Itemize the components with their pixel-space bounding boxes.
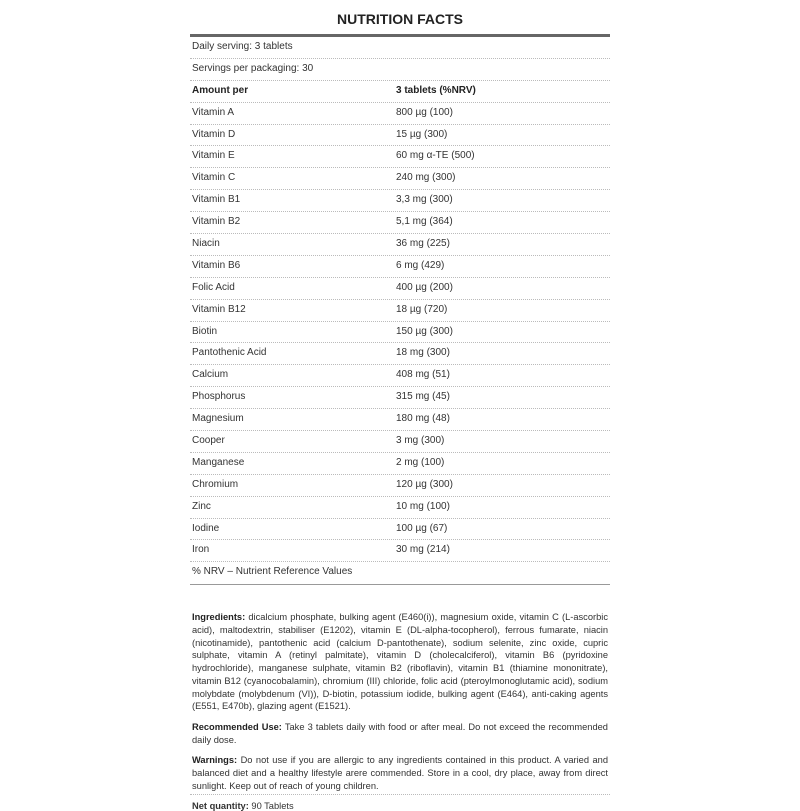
table-row [190,300,610,322]
daily-serving-row [190,37,610,59]
recommended-use-paragraph [192,721,608,746]
servings-per-packaging-text: Servings per packaging: 30 [192,62,314,74]
nutrient-name: Manganese [192,456,245,468]
header-serving-nrv: 3 tablets (%NRV) [396,84,476,96]
nutrient-amount: 408 mg (51) [396,369,450,381]
nrv-note-text: % NRV – Nutrient Reference Values [192,566,353,578]
net-quantity-label: Net quantity: [192,800,249,811]
ingredients-label: Ingredients: [192,612,246,623]
table-header-row [190,81,610,103]
warnings-label: Warnings: [192,755,238,766]
table-row [190,497,610,519]
recommended-use-label: Recommended Use: [192,722,282,732]
nutrient-name: Niacin [192,238,220,250]
table-row [190,387,610,409]
nutrient-amount: 36 mg (225) [396,238,450,250]
table-row [190,519,610,541]
nutrient-name: Vitamin B1 [192,194,241,206]
nutrient-name: Vitamin C [192,172,236,184]
table-row [190,409,610,431]
nutrient-amount: 5,1 mg (364) [396,216,453,228]
nutrient-amount: 10 mg (100) [396,500,450,512]
nutrient-name: Phosphorus [192,391,246,403]
nutrient-name: Iodine [192,522,220,534]
daily-serving-text: Daily serving: 3 tablets [192,41,293,52]
nutrient-amount: 400 µg (200) [396,281,453,293]
recommended-use-text: Take 3 tablets daily with food or after meal. Do not exceed the recommended daily dose. [192,722,608,745]
nutrient-amount: 3,3 mg (300) [396,194,453,206]
nutrient-name: Vitamin B12 [192,303,246,315]
nutrient-name: Cooper [192,435,225,447]
net-quantity [192,801,608,811]
nutrient-name: Vitamin B2 [192,216,241,228]
header-amount-per: Amount per [192,84,249,96]
nutrient-amount: 6 mg (429) [396,259,445,271]
nutrient-amount: 120 µg (300) [396,478,453,490]
table-row [190,365,610,387]
table-row [190,540,610,562]
nutrient-amount: 2 mg (100) [396,456,445,468]
nutrient-name: Zinc [192,500,211,512]
ingredients-text: dicalcium phosphate, bulking agent (E460(i)), magnesium oxide, vitamin C (L-ascorbic acid), maltodextrin, stabiliser (E1202), vitamin E (DL-alpha-tocopherol), ferrous fumarate, niacin (nicotinamide), pantothenic acid (calcium D-pantothenate), sodium selenite, zinc oxide, cupric sulphate, vitamin A (retinyl palmitate), vitamin D (cholecalciferol), vitamin B6 (pyridoxine hydrochloride), manganese sulphate, vitamin B2 (riboflavin), vitamin B1 (thiamine mononitrate), vitamin B12 (cyanocobalamin), chromium (III) chloride, folic acid (pteroylmonoglutamic acid), sodium molybdate (molybdenum (VI)), D-biotin, potassium iodide, bulking agent (E464), anti-caking agents (E551, E470b), glazing agent (E1521). [192,612,608,712]
table-row [190,343,610,365]
table-row [190,322,610,344]
nutrient-name: Iron [192,544,210,556]
nutrient-name: Biotin [192,325,218,337]
ingredients-paragraph [192,611,608,713]
nutrient-amount: 315 mg (45) [396,391,450,403]
nutrient-amount: 100 µg (67) [396,522,448,534]
nutrient-name: Chromium [192,478,239,490]
nutrient-name: Calcium [192,369,229,381]
table-row [190,125,610,147]
nutrient-name: Folic Acid [192,281,235,293]
nutrient-name: Vitamin B6 [192,259,241,271]
nutrient-amount: 150 µg (300) [396,325,453,337]
bottom-divider [190,794,610,795]
table-row [190,234,610,256]
nutrient-name: Magnesium [192,413,244,425]
table-row [190,278,610,300]
nutrient-amount: 15 µg (300) [396,128,448,140]
table-row [190,190,610,212]
nrv-note-row [190,562,610,585]
warnings-paragraph [192,754,608,792]
table-row [190,256,610,278]
table-row [190,212,610,234]
table-row [190,475,610,497]
nutrient-name: Vitamin D [192,128,236,140]
nutrient-amount: 180 mg (48) [396,413,450,425]
net-quantity-text: 90 Tablets [248,800,294,811]
nutrient-amount: 3 mg (300) [396,435,445,447]
table-row [190,146,610,168]
warnings-text: Do not use if you are allergic to any ingredients contained in this product. A varied and balanced diet and a healthy lifestyle arere commended. Store in a cool, dry place, away from direct sunlight. Keep out of reach of young children. [192,755,608,791]
nutrition-facts-panel [190,0,610,811]
nutrient-amount: 30 mg (214) [396,544,450,556]
table-row [190,168,610,190]
nutrient-amount: 800 µg (100) [396,106,453,118]
table-row [190,453,610,475]
table-row [190,431,610,453]
nutrient-name: Pantothenic Acid [192,347,267,359]
nutrient-amount: 240 mg (300) [396,172,456,184]
nutrient-name: Vitamin A [192,106,235,118]
nutrient-table [190,103,610,563]
nutrient-amount: 18 µg (720) [396,303,448,315]
nutrient-name: Vitamin E [192,150,235,162]
page-title: NUTRITION FACTS [190,0,610,37]
table-row [190,103,610,125]
servings-per-packaging-row [190,59,610,81]
nutrient-amount: 18 mg (300) [396,347,450,359]
nutrient-amount: 60 mg α-TE (500) [396,150,475,162]
